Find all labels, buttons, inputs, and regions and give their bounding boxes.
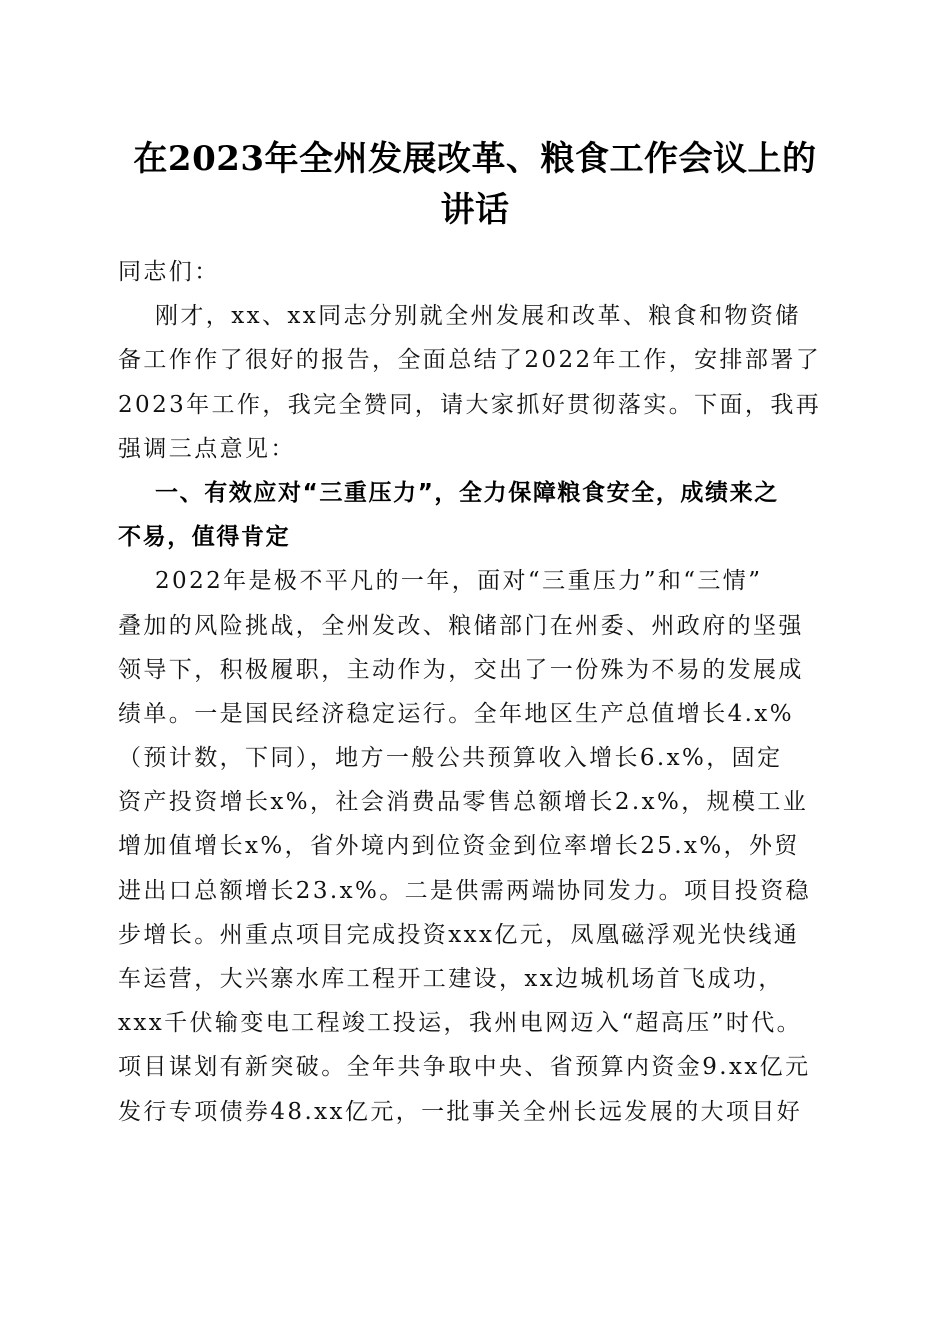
paragraph-line: 2022年是极不平凡的一年，面对“三重压力”和“三情”: [155, 568, 763, 595]
document-body: [118, 250, 832, 1134]
paragraph-line: 刚才，xx、xx同志分别就全州发展和改革、粮食和物资储: [155, 303, 801, 330]
paragraph-line: 领导下，积极履职，主动作为，交出了一份殊为不易的发展成: [118, 656, 804, 683]
paragraph-line: 项目谋划有新突破。全年共争取中央、省预算内资金9.xx亿元: [118, 1054, 811, 1081]
paragraph-line: 步增长。州重点项目完成投资xxx亿元，凤凰磁浮观光快线通: [118, 921, 800, 948]
paragraph-line: 备工作作了很好的报告，全面总结了2022年工作，安排部署了: [118, 347, 822, 374]
paragraph-line: 强调三点意见：: [118, 435, 296, 462]
paragraph-line: 增加值增长x%，省外境内到位资金到位率增长25.x%，外贸: [118, 833, 800, 860]
section-heading-line: 一、有效应对“三重压力”，全力保障粮食安全，成绩来之: [155, 479, 779, 506]
title-line: 在2023年全州发展改革、粮食工作会议上的: [133, 139, 817, 179]
paragraph-line: 车运营，大兴寨水库工程开工建设，xx边城机场首飞成功，: [118, 966, 784, 992]
paragraph-line: 叠加的风险挑战，全州发改、粮储部门在州委、州政府的坚强: [118, 612, 804, 639]
paragraph-line: （预计数，下同），地方一般公共预算收入增长6.x%，固定: [118, 745, 783, 772]
section-heading-line: 不易，值得肯定: [118, 524, 291, 551]
paragraph-line: 进出口总额增长23.x%。二是供需两端协同发力。项目投资稳: [118, 877, 812, 904]
paragraph-line: 资产投资增长x%，社会消费品零售总额增长2.x%，规模工业: [118, 789, 809, 816]
paragraph-line: xxx千伏输变电工程竣工投运，我州电网迈入“超高压”时代。: [118, 1010, 803, 1037]
document-title: [118, 134, 832, 236]
title-line: 讲话: [440, 190, 510, 230]
salutation: 同志们：: [118, 259, 220, 285]
paragraph-line: 2023年工作，我完全赞同，请大家抓好贯彻落实。下面，我再: [118, 391, 822, 418]
paragraph-line: 发行专项债券48.xx亿元，一批事关全州长远发展的大项目好: [118, 1098, 803, 1125]
paragraph-line: 绩单。一是国民经济稳定运行。全年地区生产总值增长4.x%: [118, 700, 794, 727]
